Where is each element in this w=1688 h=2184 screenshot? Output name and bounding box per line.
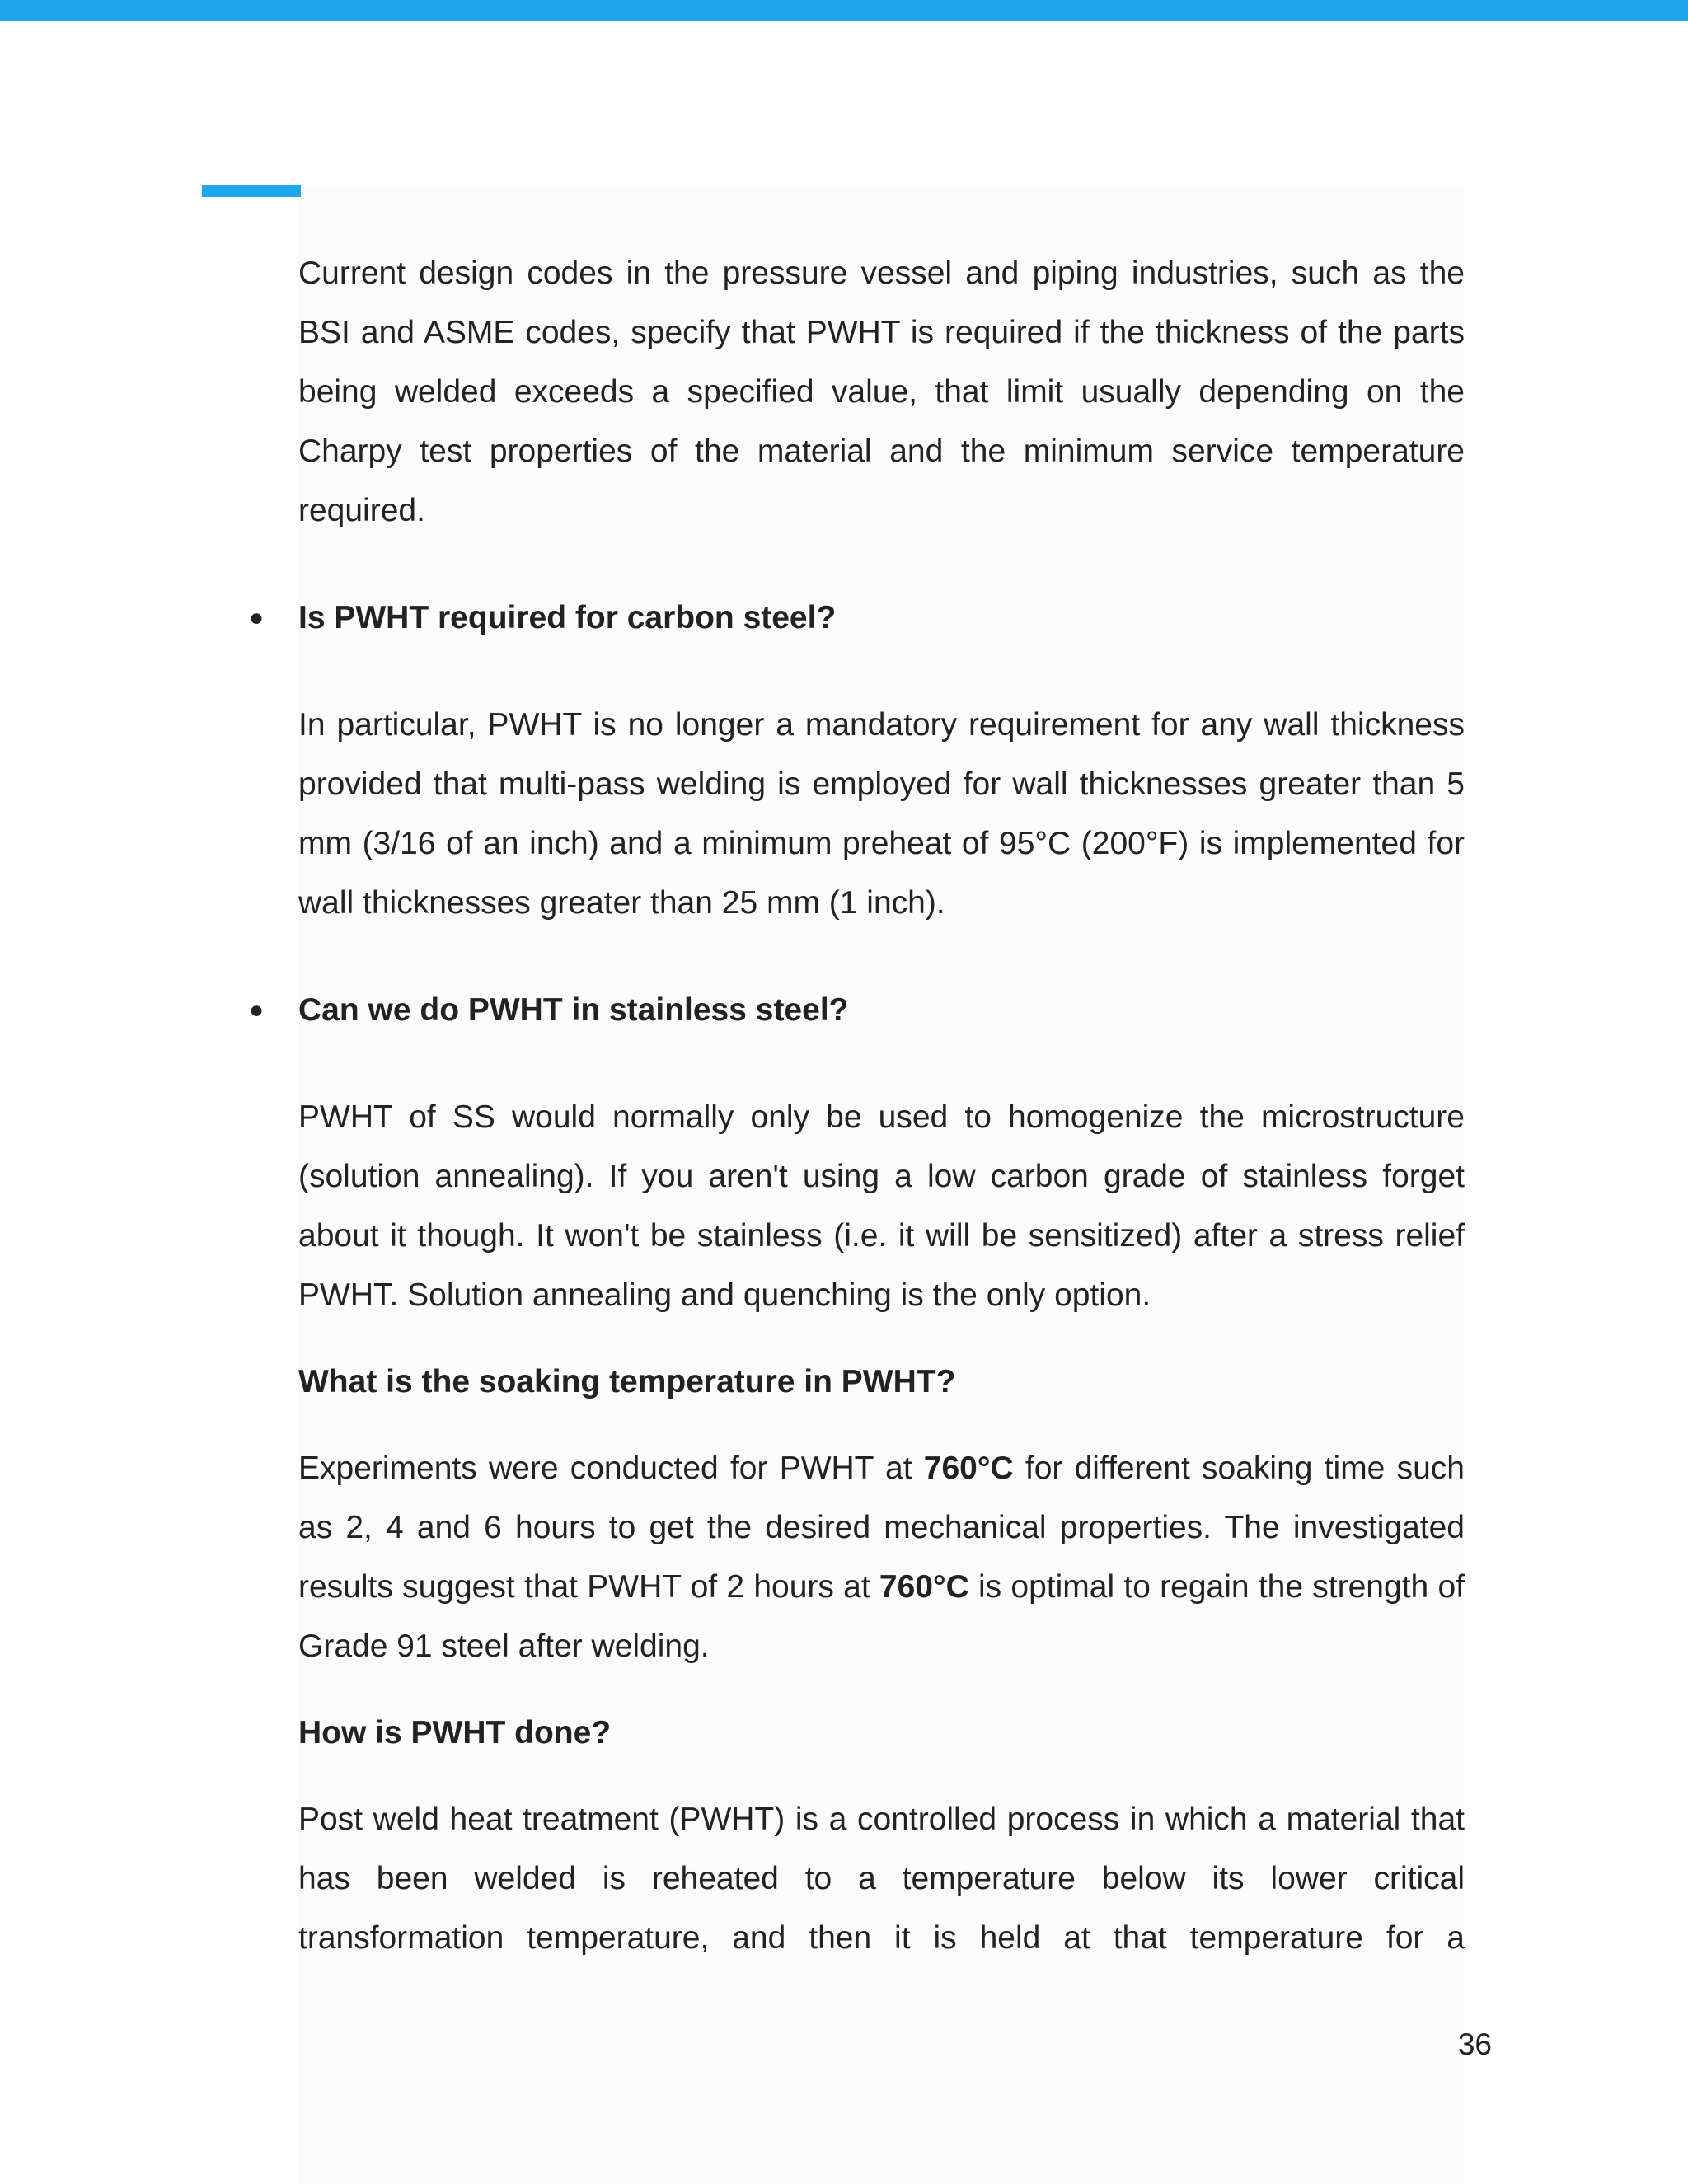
temperature-value: 760°C [923,1451,1014,1486]
heading-text: What is the soaking temperature in PWHT? [298,1364,956,1399]
document-body [249,244,1465,1968]
carbon-steel-paragraph: In particular, PWHT is no longer a mandatory requirement for any wall thickness provided that multi-pass welding is employed for wall thicknesses greater than 5 mm (3/16 of an inch) and a minimum preheat of 95°C (200°F) is implemented for wall thicknesses greater than 25 mm (1 inch). [298,707,1465,921]
stainless-steel-paragraph: PWHT of SS would normally only be used to homogenize the microstructure (solution annealing). If you aren't using a low carbon grade of stainless forget about it though. It won't be stainless (i.e. it will be sensitized) after a stress relief PWHT. Solution annealing and quenching is the only option. [298,1099,1465,1313]
section-heading-how-pwht-done [298,1704,1465,1763]
heading-text: Can we do PWHT in stainless steel? [298,992,849,1028]
temperature-value: 760°C [879,1569,969,1605]
intro-paragraph: Current design codes in the pressure vessel and piping industries, such as the BSI and ASME codes, specify that PWHT is required if the thickness of the parts being welded exceeds a specified value, that limit usually depending on the Charpy test properties of the material and the minimum service temperature required. [298,255,1465,528]
how-pwht-done-paragraph: Post weld heat treatment (PWHT) is a controlled process in which a material that has been welded is reheated to a temperature below its lower critical transformation temperature, and then it is held at that temperature for a [298,1802,1465,1956]
section-heading-stainless-steel [249,981,1465,1040]
section-accent-marker [202,185,301,197]
soaking-temperature-paragraph: Experiments were conducted for PWHT at 760°C for different soaking time such as 2, 4 and 6 hours to get the desired mechanical properties. The investigated results suggest that PWHT of 2 hours at 760°C is optimal to regain the strength of Grade 91 steel after welding. [298,1451,1465,1664]
top-accent-bar [0,0,1688,21]
section-heading-carbon-steel [249,588,1465,648]
page-number: 36 [1457,2027,1492,2061]
heading-text: How is PWHT done? [298,1715,612,1750]
section-heading-soaking-temperature [298,1352,1465,1412]
heading-text: Is PWHT required for carbon steel? [298,600,837,635]
bullet-icon: ● [249,604,265,631]
bullet-icon: ● [249,996,265,1024]
